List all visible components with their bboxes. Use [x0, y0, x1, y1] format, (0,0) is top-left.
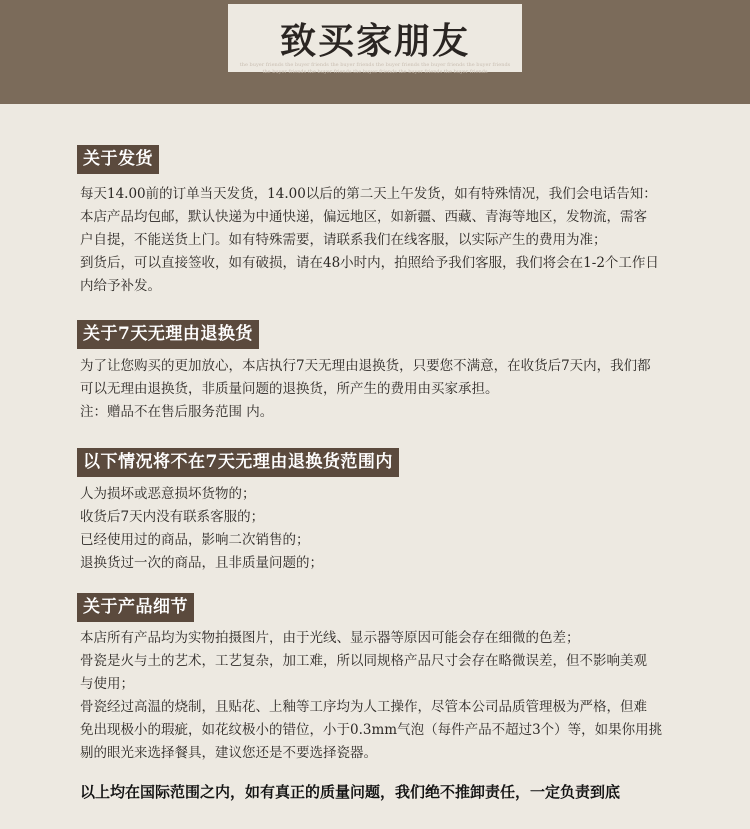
section-heading-exclusions: 以下情况将不在7天无理由退换货范围内 [77, 448, 399, 477]
text-line: 到货后，可以直接签收，如有破损，请在48小时内，拍照给予我们客服，我们将会在1-2个工作日 [80, 255, 659, 271]
banner-subtitle-line: the buyer friends the buyer friends the buyer friends the buyer friends the buyer friends [262, 69, 488, 75]
text-line: 户自提，不能送货上门。如有特殊需要，请联系我们在线客服，以实际产生的费用为准； [80, 232, 607, 248]
section-body-shipping [80, 183, 700, 298]
text-line: 退换货过一次的商品，且非质量问题的； [80, 555, 323, 571]
footer-statement: 以上均在国际范围之内，如有真正的质量问题，我们绝不推卸责任，一定负责到底 [80, 783, 621, 801]
section-heading-product-details: 关于产品细节 [77, 593, 194, 622]
text-line: 人为损坏或恶意损坏货物的； [80, 486, 256, 502]
banner-subtitle [150, 62, 600, 76]
title-banner [0, 0, 750, 104]
text-line: 与使用； [80, 676, 134, 692]
text-line: 每天14.00前的订单当天发货，14.00以后的第二天上午发货，如有特殊情况，我们会电话告知： [80, 186, 657, 202]
text-line: 骨瓷经过高温的烧制，且贴花、上釉等工序均为人工操作，尽管本公司品质管理极为严格，但难 [80, 699, 647, 715]
section-body-returns [80, 355, 700, 424]
text-line: 收货后7天内没有联系客服的； [80, 509, 265, 525]
section-heading-returns: 关于7天无理由退换货 [77, 320, 259, 349]
banner-subtitle-line: the buyer friends the buyer friends the buyer friends the buyer friends the buyer friends the buyer friends [239, 62, 511, 68]
section-heading-shipping: 关于发货 [77, 145, 159, 174]
text-line: 骨瓷是火与土的艺术，工艺复杂，加工难，所以同规格产品尺寸会存在略微误差，但不影响美观 [80, 653, 647, 669]
text-line: 已经使用过的商品，影响二次销售的； [80, 532, 310, 548]
text-line: 免出现极小的瑕疵，如花纹极小的错位，小于0.3mm气泡（每件产品不超过3个）等，如果你用挑 [80, 722, 663, 738]
text-line: 剔的眼光来选择餐具，建议您还是不要选择瓷器。 [80, 745, 377, 761]
text-line: 内给予补发。 [80, 278, 161, 294]
section-body-product-details [80, 627, 700, 765]
text-line: 可以无理由退换货，非质量问题的退换货，所产生的费用由买家承担。 [80, 381, 499, 397]
text-line: 为了让您购买的更加放心，本店执行7天无理由退换货，只要您不满意，在收货后7天内，我们都 [80, 358, 651, 374]
text-line: 注：赠品不在售后服务范围 内。 [80, 404, 274, 420]
text-line: 本店所有产品均为实物拍摄图片，由于光线、显示器等原因可能会存在细微的色差； [80, 630, 580, 646]
text-line: 本店产品均包邮，默认快递为中通快递，偏远地区，如新疆、西藏、青海等地区，发物流，需客 [80, 209, 647, 225]
section-body-exclusions [80, 483, 700, 575]
page-title: 致买家朋友 [279, 19, 470, 62]
